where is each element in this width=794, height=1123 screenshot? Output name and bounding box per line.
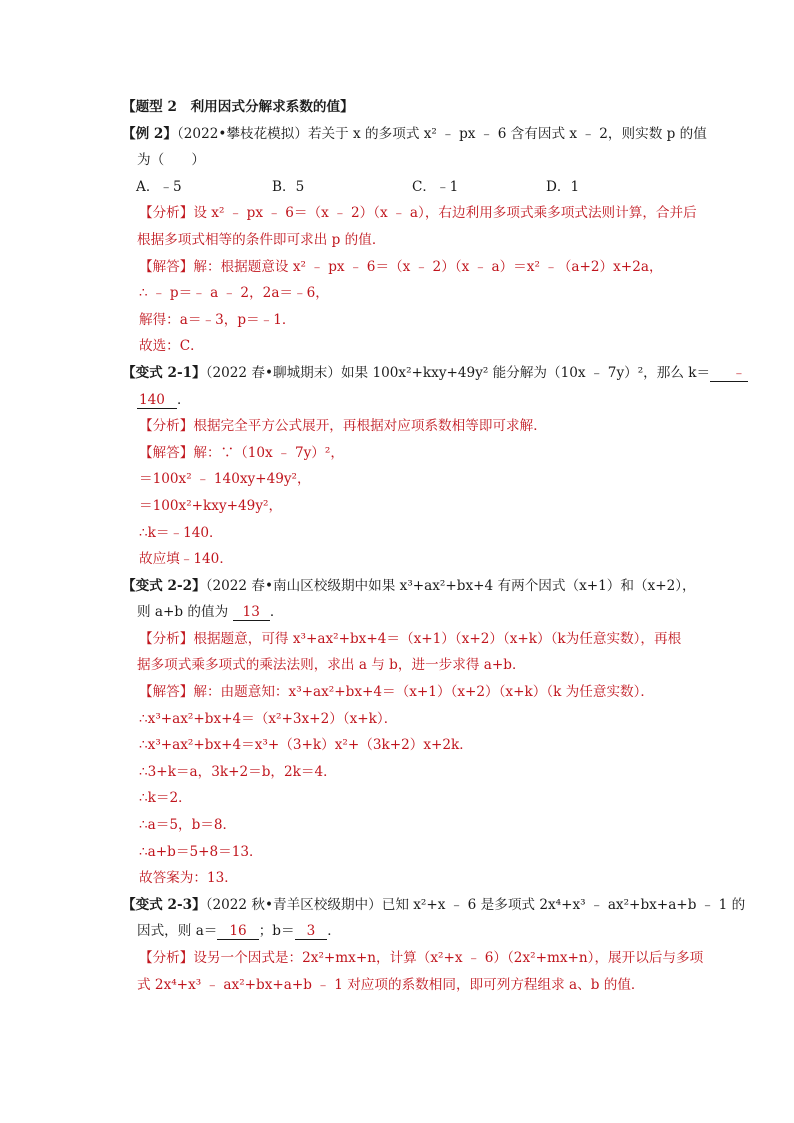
variant-2-3-tag: 【变式 2-3】 — [122, 896, 206, 913]
variant-2-2 — [122, 573, 724, 892]
variant-2-1-solution-line: ＝100x² ﹣ 140xy+49y²， — [139, 471, 311, 488]
variant-2-1-answer-blank-part1: ﹣ — [710, 365, 748, 382]
variant-2-2-solution-line: ∴a+b＝5+8＝13． — [139, 843, 263, 860]
example-2-question-line2: 为（ ） — [137, 152, 205, 169]
analysis-tag: 【分析】 — [139, 205, 194, 222]
example-2-options — [122, 174, 724, 201]
variant-2-2-analysis-line2: 据多项式乘多项式的乘法法则，求出 a 与 b，进一步求得 a+b． — [137, 657, 526, 674]
example-2-question-line1: （2022•攀枝花模拟）若关于 x 的多项式 x² ﹣ px ﹣ 6 含有因式 x ﹣ 2，则实数 p 的值 — [176, 125, 707, 142]
period: ． — [327, 923, 341, 940]
variant-2-2-solution-line: ∴a＝5，b＝8． — [139, 817, 237, 834]
variant-2-2-solution-line: 解：由题意知：x³+ax²+bx+4＝（x+1）（x+2）（x+k）（k 为任意实数）． — [193, 684, 655, 701]
solution-tag: 【解答】 — [139, 684, 194, 701]
analysis-tag: 【分析】 — [139, 630, 194, 647]
option-a: A．﹣5 — [136, 178, 182, 195]
variant-2-3-question-line1: （2022 秋•青羊区校级期中）已知 x²+x ﹣ 6 是多项式 2x⁴+x³ ﹣ ax²+bx+a+b ﹣ 1 的 — [205, 896, 746, 913]
variant-2-2-solution-line: ∴k＝2． — [139, 790, 192, 807]
solution-tag: 【解答】 — [139, 444, 194, 461]
example-2-analysis-line1: 设 x² ﹣ px ﹣ 6＝（x ﹣ 2）（x ﹣ a），右边利用多项式乘多项式法则计算，合并后 — [193, 205, 697, 222]
example-2 — [122, 121, 724, 360]
variant-2-3-question-mid: ；b＝ — [258, 923, 295, 940]
variant-2-2-tag: 【变式 2-2】 — [122, 577, 206, 594]
example-2-solution-line: 解得：a＝﹣3，p＝﹣1． — [139, 311, 296, 328]
variant-2-1 — [122, 360, 746, 573]
section-title: 【题型 2 利用因式分解求系数的值】 — [122, 99, 354, 115]
variant-2-1-tag: 【变式 2-1】 — [122, 364, 206, 381]
option-b: B．5 — [272, 178, 305, 195]
variant-2-3-analysis-line2: 式 2x⁴+x³ ﹣ ax²+bx+a+b ﹣ 1 对应项的系数相同，即可列方程组求 a、b 的值． — [137, 976, 645, 993]
variant-2-1-question-line1: （2022 春•聊城期末）如果 100x²+kxy+49y² 能分解为（10x ﹣ 7y）²，那么 k＝ — [205, 364, 711, 381]
option-c: C．﹣1 — [412, 178, 459, 195]
variant-2-2-question-line2: 则 a+b 的值为 — [137, 604, 229, 621]
variant-2-2-solution-line: 故答案为：13． — [139, 870, 238, 887]
variant-2-1-solution-line: ＝100x²+kxy+49y²， — [139, 497, 283, 514]
period: ． — [269, 604, 284, 621]
period: ． — [176, 391, 191, 408]
variant-2-2-solution-line: ∴x³+ax²+bx+4＝（x²+3x+2）（x+k）． — [139, 710, 398, 727]
variant-2-2-solution-line: ∴x³+ax²+bx+4＝x³+（3+k）x²+（3k+2）x+2k． — [139, 737, 473, 754]
variant-2-2-answer-blank: 13 — [233, 604, 270, 621]
example-2-analysis-line2: 根据多项式相等的条件即可求出 p 的值． — [137, 231, 386, 248]
option-d: D．1 — [546, 178, 580, 195]
variant-2-3-answer-a: 16 — [217, 923, 258, 940]
variant-2-3 — [122, 892, 746, 998]
variant-2-3-analysis-line1: 设另一个因式是：2x²+mx+n，计算（x²+x ﹣ 6）（2x²+mx+n），展开以后与多项 — [193, 950, 704, 966]
example-2-tag: 【例 2】 — [122, 125, 177, 142]
example-2-solution-line: 解：根据题意设 x² ﹣ px ﹣ 6＝（x ﹣ 2）（x ﹣ a）＝x² ﹣（a+2）x+2a， — [193, 258, 663, 275]
variant-2-2-analysis-line1: 根据题意，可得 x³+ax²+bx+4＝（x+1）（x+2）（x+k）（k为任意实数），再根 — [193, 630, 682, 647]
variant-2-1-solution-line: 解：∵（10x ﹣ 7y）²， — [193, 444, 344, 461]
example-2-solution-line: 故选：C． — [139, 338, 204, 355]
variant-2-1-answer-blank-part2: 140 — [137, 392, 177, 409]
variant-2-1-solution-line: 故应填﹣140． — [139, 551, 233, 568]
analysis-tag: 【分析】 — [139, 950, 194, 966]
example-2-solution-line: ∴ ﹣ p＝﹣ a ﹣ 2，2a＝﹣6， — [139, 285, 329, 302]
solution-tag: 【解答】 — [139, 258, 194, 275]
variant-2-1-solution-line: ∴k＝﹣140． — [139, 524, 223, 541]
analysis-tag: 【分析】 — [139, 418, 194, 435]
variant-2-1-analysis: 根据完全平方公式展开，再根据对应项系数相等即可求解． — [193, 418, 547, 435]
variant-2-3-answer-b: 3 — [295, 923, 328, 940]
variant-2-2-solution-line: ∴3+k＝a，3k+2＝b，2k＝4． — [139, 763, 337, 780]
variant-2-2-question-line1: （2022 春•南山区校级期中如果 x³+ax²+bx+4 有两个因式（x+1）和（x+2）， — [205, 577, 696, 594]
variant-2-3-question-line2: 因式，则 a＝ — [137, 923, 218, 940]
